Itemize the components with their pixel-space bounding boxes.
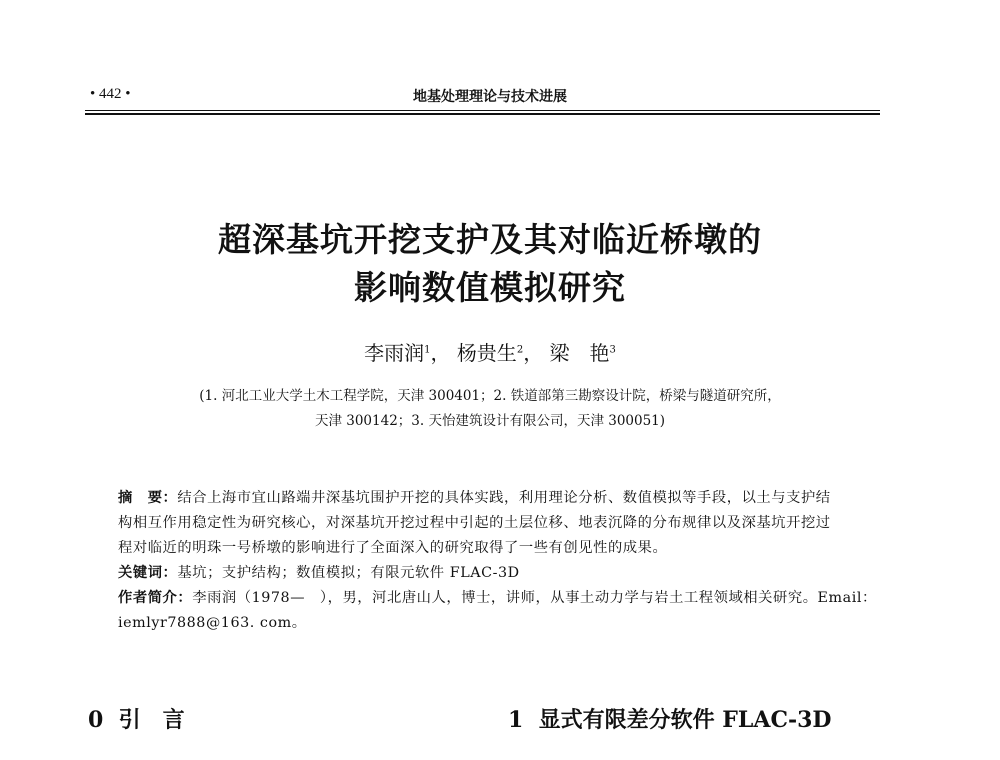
author-affil: 1 (424, 344, 431, 356)
abstract-line2: 构相互作用稳定性为研究核心，对深基坑开挖过程中引起的土层位移、地表沉降的分布规律以及深基坑开挖过 (118, 515, 831, 531)
page-number: • 442 • (90, 86, 131, 102)
paper-title-line2: 影响数值模拟研究 (354, 268, 626, 307)
running-title: 地基处理理论与技术进展 (413, 89, 567, 105)
author-email: iemlyr7888@163. com。 (118, 615, 307, 631)
abstract-line3: 程对临近的明珠一号桥墩的影响进行了全面深入的研究取得了一些有创见性的成果。 (118, 540, 668, 556)
author-affil: 3 (609, 344, 616, 356)
paper-title-line1: 超深基坑开挖支护及其对临近桥墩的 (218, 220, 762, 259)
author-bio-text: 李雨润（1978— ），男，河北唐山人，博士，讲师，从事土动力学与岩土工程领域相关研究。Email： (192, 590, 877, 606)
header-rule-thin (85, 110, 880, 111)
header-rule-thick (85, 113, 880, 115)
affiliation-line1: (1. 河北工业大学土木工程学院，天津 300401；2. 铁道部第三勘察设计院，桥梁与隧道研究所， (199, 388, 781, 404)
section-number: 1 (508, 707, 524, 733)
section-heading-intro (88, 703, 185, 734)
author-name: 李雨润 (364, 341, 425, 365)
keywords-text: 基坑；支护结构；数值模拟；有限元软件 FLAC-3D (177, 565, 520, 581)
affiliation-line2: 天津 300142；3. 天怡建筑设计有限公司，天津 300051) (314, 413, 666, 429)
author-bio-label: 作者简介： (118, 590, 193, 606)
section-heading-flac (508, 703, 831, 734)
author-bio-line1 (118, 587, 877, 607)
author-affil: 2 (516, 344, 524, 356)
section-title: 显式有限差分软件 FLAC-3D (538, 707, 832, 733)
abstract-line1 (118, 487, 831, 507)
keywords-label: 关键词： (118, 565, 178, 581)
author-name: 梁 艳 (549, 341, 610, 365)
abstract-label: 摘 要： (118, 490, 178, 506)
keywords (118, 562, 520, 582)
abstract-text: 结合上海市宜山路端井深基坑围护开挖的具体实践，利用理论分析、数值模拟等手段，以土与支护结 (177, 490, 831, 506)
section-number: 0 (88, 707, 104, 733)
section-title: 引 言 (118, 707, 185, 733)
author-list: 李雨润$^1$， 杨贵生$^2$， 梁 艳$^3$ (364, 341, 616, 365)
author-name: 杨贵生 (456, 341, 517, 365)
